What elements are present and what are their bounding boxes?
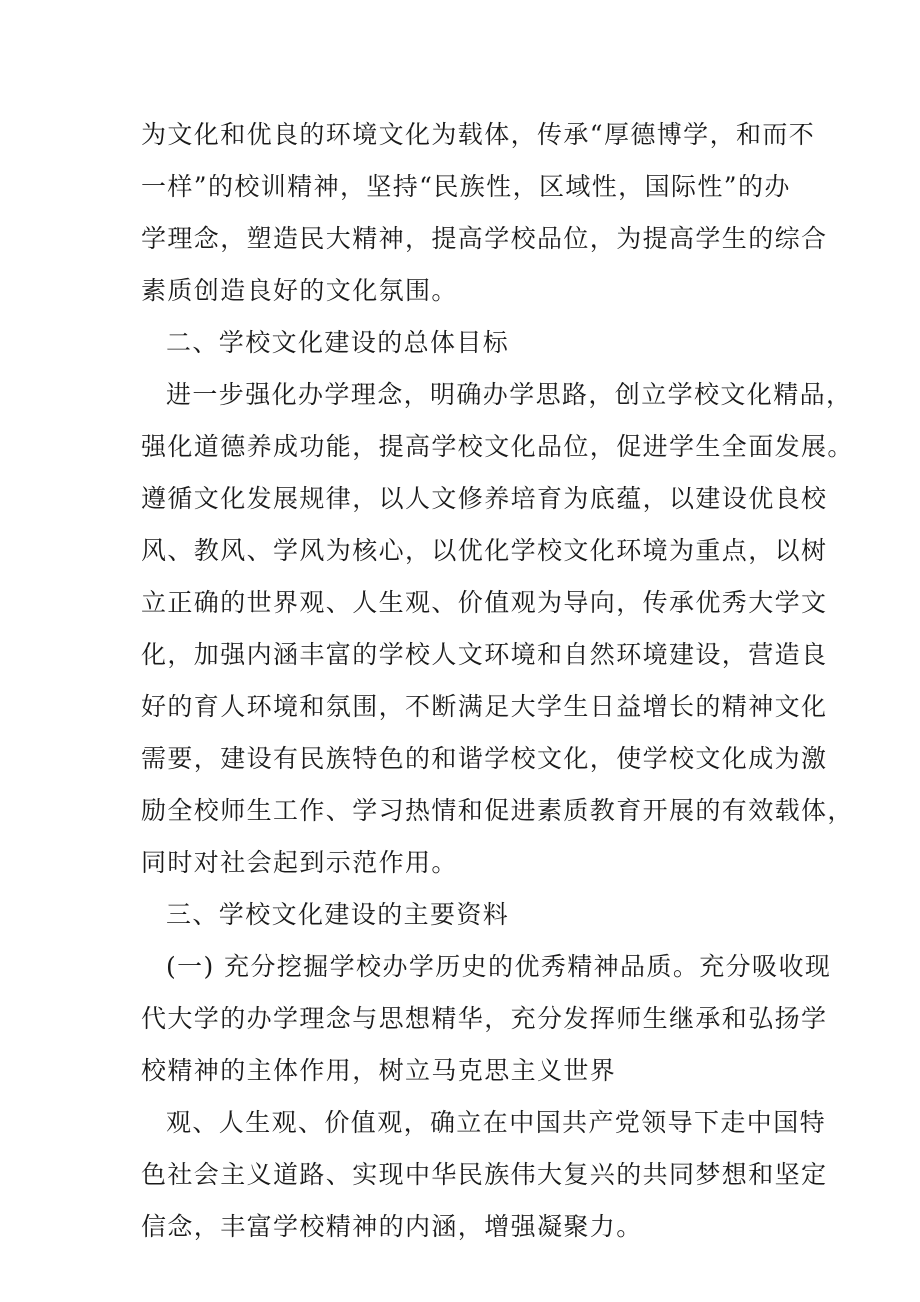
body-text-line: 代大学的办学理念与思想精华，充分发挥师生继承和弘扬学 <box>141 1004 828 1033</box>
body-text-line: 好的育人环境和氛围，不断满足大学生日益增长的精神文化 <box>141 692 828 721</box>
body-text-line: 励全校师生工作、学习热情和促进素质教育开展的有效载体， <box>141 796 854 825</box>
body-text-line: 遵循文化发展规律，以人文修养培育为底蕴，以建设优良校 <box>141 484 828 513</box>
body-text-line: 强化道德养成功能，提高学校文化品位，促进学生全面发展。 <box>141 432 854 461</box>
body-text-line: 同时对社会起到示范作用。 <box>141 848 458 877</box>
body-text-line: 学理念，塑造民大精神，提高学校品位，为提高学生的综合 <box>141 224 828 253</box>
body-text-line: 素质创造良好的文化氛围。 <box>141 276 458 305</box>
section-heading-3: 三、学校文化建设的主要资料 <box>166 900 510 929</box>
body-text-line: 观、人生观、价值观，确立在中国共产党领导下走中国特 <box>166 1108 827 1137</box>
body-text-line: 色社会主义道路、实现中华民族伟大复兴的共同梦想和坚定 <box>141 1160 828 1189</box>
body-text-line: 进一步强化办学理念，明确办学思路，创立学校文化精品， <box>166 380 853 409</box>
body-text-line: 为文化和优良的环境文化为载体，传承“厚德博学，和而不 <box>141 120 816 149</box>
body-text-line: 立正确的世界观、人生观、价值观为导向，传承优秀大学文 <box>141 588 828 617</box>
body-text-line: 风、教风、学风为核心，以优化学校文化环境为重点，以树 <box>141 536 828 565</box>
body-text-line: 信念，丰富学校精神的内涵，增强凝聚力。 <box>141 1212 643 1241</box>
section-heading-2: 二、学校文化建设的总体目标 <box>166 328 510 357</box>
body-text-line: 一样”的校训精神，坚持“民族性，区域性，国际性”的办 <box>141 172 791 201</box>
body-text-line: 需要，建设有民族特色的和谐学校文化，使学校文化成为激 <box>141 744 828 773</box>
body-text-line: 校精神的主体作用，树立马克思主义世界 <box>141 1056 617 1085</box>
body-text-line: 化，加强内涵丰富的学校人文环境和自然环境建设，营造良 <box>141 640 828 669</box>
body-text-line: (一) 充分挖掘学校办学历史的优秀精神品质。充分吸收现 <box>166 952 832 981</box>
